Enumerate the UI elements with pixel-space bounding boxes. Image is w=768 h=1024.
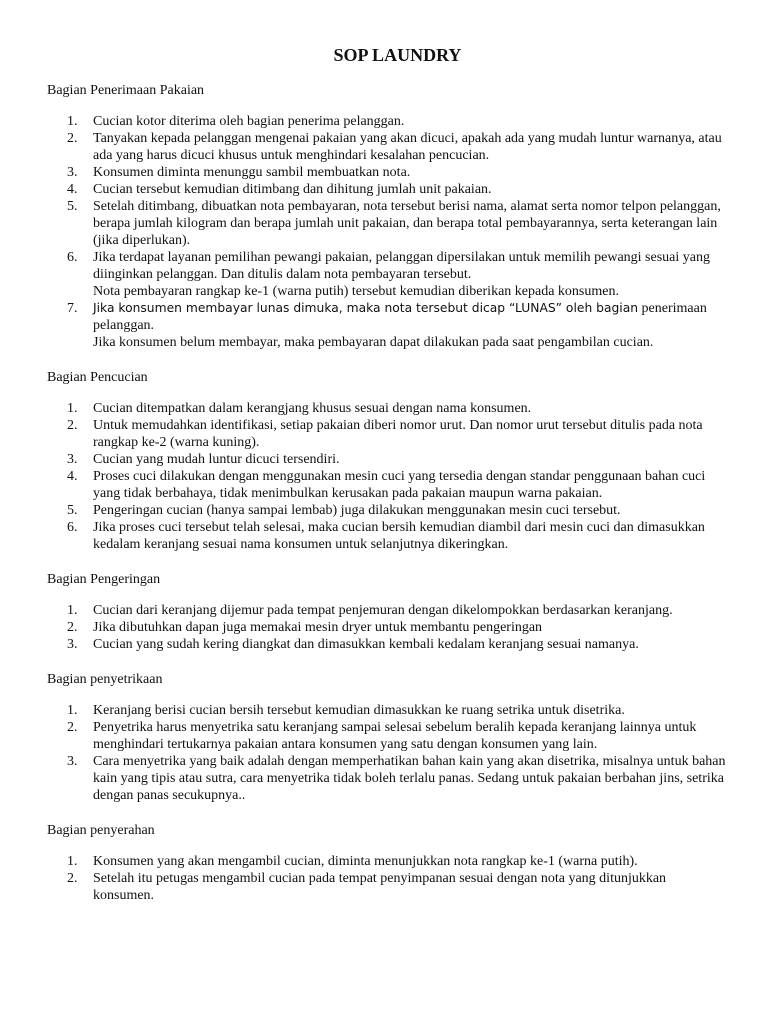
item-text: Cucian dari keranjang dijemur pada tempat penjemuran dengan dikelompokkan berdasarkan keranjang. xyxy=(93,603,673,618)
item-text: Jika dibutuhkan dapan juga memakai mesin dryer untuk membantu pengeringan xyxy=(93,620,543,635)
list-item xyxy=(47,249,728,300)
list-item xyxy=(47,753,728,804)
step-list xyxy=(47,702,728,804)
item-text: Cucian yang mudah luntur dicuci tersendiri. xyxy=(93,452,340,467)
item-number: 6. xyxy=(67,520,78,535)
item-number: 2. xyxy=(67,418,78,433)
step-list xyxy=(47,853,728,904)
section-heading: Bagian Pengeringan xyxy=(47,572,161,587)
list-item xyxy=(47,130,728,164)
list-item xyxy=(47,468,728,502)
item-number: 2. xyxy=(67,131,78,146)
item-text: Setelah ditimbang, dibuatkan nota pembayaran, nota tersebut berisi nama, alamat serta nomor telpon pelanggan, berapa jumlah kilogram dan berapa jumlah unit pakaian, dan berapa total pembayarannya, serta keterangan lain (jika diperlukan). xyxy=(93,199,721,248)
item-text: Jika konsumen membayar lunas dimuka, maka nota tersebut dicap “LUNAS” oleh bagian penerimaan pelanggan. xyxy=(93,301,707,333)
item-text: Keranjang berisi cucian bersih tersebut kemudian dimasukkan ke ruang setrika untuk disetrika. xyxy=(93,703,625,718)
list-item xyxy=(47,719,728,753)
list-item xyxy=(47,113,728,130)
list-item xyxy=(47,451,728,468)
item-number: 5. xyxy=(67,199,78,214)
item-text: Cucian kotor diterima oleh bagian penerima pelanggan. xyxy=(93,114,405,129)
item-text: Cucian tersebut kemudian ditimbang dan dihitung jumlah unit pakaian. xyxy=(93,182,492,197)
list-item xyxy=(47,702,728,719)
list-item xyxy=(47,300,728,351)
section-pengeringan xyxy=(47,571,728,653)
item-number: 7. xyxy=(67,301,78,316)
item-text: Cara menyetrika yang baik adalah dengan memperhatikan bahan kain yang akan disetrika, misalnya untuk bahan kain yang tipis atau sutra, cara menyetrika tidak boleh terlalu panas. Sedang untuk pakaian berbahan jins, setrika dengan panas secukupnya.. xyxy=(93,754,726,803)
item-number: 2. xyxy=(67,720,78,735)
item-text: Jika terdapat layanan pemilihan pewangi pakaian, pelanggan dipersilakan untuk memilih pewangi sesuai yang diinginkan pelanggan. Dan ditulis dalam nota pembayaran tersebut. xyxy=(93,250,710,282)
item-number: 4. xyxy=(67,182,78,197)
step-list xyxy=(47,113,728,351)
item-number: 2. xyxy=(67,871,78,886)
item-number: 1. xyxy=(67,603,78,618)
item-number: 6. xyxy=(67,250,78,265)
section-pencucian xyxy=(47,369,728,553)
item-text: Setelah itu petugas mengambil cucian pada tempat penyimpanan sesuai dengan nota yang ditunjukkan konsumen. xyxy=(93,871,667,903)
list-item xyxy=(47,602,728,619)
list-item xyxy=(47,636,728,653)
section-heading: Bagian penyerahan xyxy=(47,823,155,838)
item-number: 3. xyxy=(67,165,78,180)
item-number: 1. xyxy=(67,401,78,416)
list-item xyxy=(47,870,728,904)
list-item xyxy=(47,181,728,198)
item-number: 4. xyxy=(67,469,78,484)
item-text: Untuk memudahkan identifikasi, setiap pakaian diberi nomor urut. Dan nomor urut tersebut ditulis pada nota rangkap ke-2 (warna kuning). xyxy=(93,418,703,450)
item-text: Pengeringan cucian (hanya sampai lembab) juga dilakukan menggunakan mesin cuci tersebut. xyxy=(93,503,621,518)
item-number: 1. xyxy=(67,703,78,718)
item-text-sans-part: Jika konsumen membayar lunas dimuka, maka nota tersebut dicap “LUNAS” oleh bagian xyxy=(93,301,639,315)
item-text: Penyetrika harus menyetrika satu keranjang sampai selesai sebelum beralih kepada keranjang lainnya untuk menghindari tertukarnya pakaian antara konsumen yang satu dengan konsumen yang lain. xyxy=(93,720,697,752)
item-text: Konsumen diminta menunggu sambil membuatkan nota. xyxy=(93,165,411,180)
item-text: Cucian ditempatkan dalam kerangjang khusus sesuai dengan nama konsumen. xyxy=(93,401,532,416)
list-item xyxy=(47,164,728,181)
item-number: 2. xyxy=(67,620,78,635)
list-item xyxy=(47,198,728,249)
item-text: Tanyakan kepada pelanggan mengenai pakaian yang akan dicuci, apakah ada yang mudah luntur warnanya, atau ada yang harus dicuci khusus untuk menghindari kesalahan pencucian. xyxy=(93,131,722,163)
step-list xyxy=(47,400,728,553)
item-number: 1. xyxy=(67,114,78,129)
list-item xyxy=(47,502,728,519)
section-heading: Bagian Penerimaan Pakaian xyxy=(47,83,205,98)
list-item xyxy=(47,853,728,870)
section-heading: Bagian Pencucian xyxy=(47,370,148,385)
section-heading: Bagian penyetrikaan xyxy=(47,672,163,687)
item-number: 1. xyxy=(67,854,78,869)
section-penerimaan xyxy=(47,82,728,351)
section-penyetrikaan xyxy=(47,671,728,804)
item-note: Nota pembayaran rangkap ke-1 (warna putih) tersebut kemudian diberikan kepada konsumen. xyxy=(93,284,619,299)
item-text: Cucian yang sudah kering diangkat dan dimasukkan kembali kedalam keranjang sesuai namanya. xyxy=(93,637,639,652)
item-text: Proses cuci dilakukan dengan menggunakan mesin cuci yang tersedia dengan standar penggunaan bahan cuci yang tidak berbahaya, tidak menimbulkan kerusakan pada pakaian maupun warna pakaian. xyxy=(93,469,706,501)
item-number: 3. xyxy=(67,452,78,467)
item-note: Jika konsumen belum membayar, maka pembayaran dapat dilakukan pada saat pengambilan cucian. xyxy=(93,335,654,350)
item-number: 5. xyxy=(67,503,78,518)
section-penyerahan xyxy=(47,822,728,904)
list-item xyxy=(47,519,728,553)
item-text: Jika proses cuci tersebut telah selesai, maka cucian bersih kemudian diambil dari mesin cuci dan dimasukkan kedalam keranjang sesuai nama konsumen untuk selanjutnya dikeringkan. xyxy=(93,520,705,552)
item-number: 3. xyxy=(67,637,78,652)
list-item xyxy=(47,619,728,636)
step-list xyxy=(47,602,728,653)
list-item xyxy=(47,400,728,417)
item-text: Konsumen yang akan mengambil cucian, diminta menunjukkan nota rangkap ke-1 (warna putih). xyxy=(93,854,638,869)
item-number: 3. xyxy=(67,754,78,769)
document-title: SOP LAUNDRY xyxy=(333,45,462,65)
list-item xyxy=(47,417,728,451)
